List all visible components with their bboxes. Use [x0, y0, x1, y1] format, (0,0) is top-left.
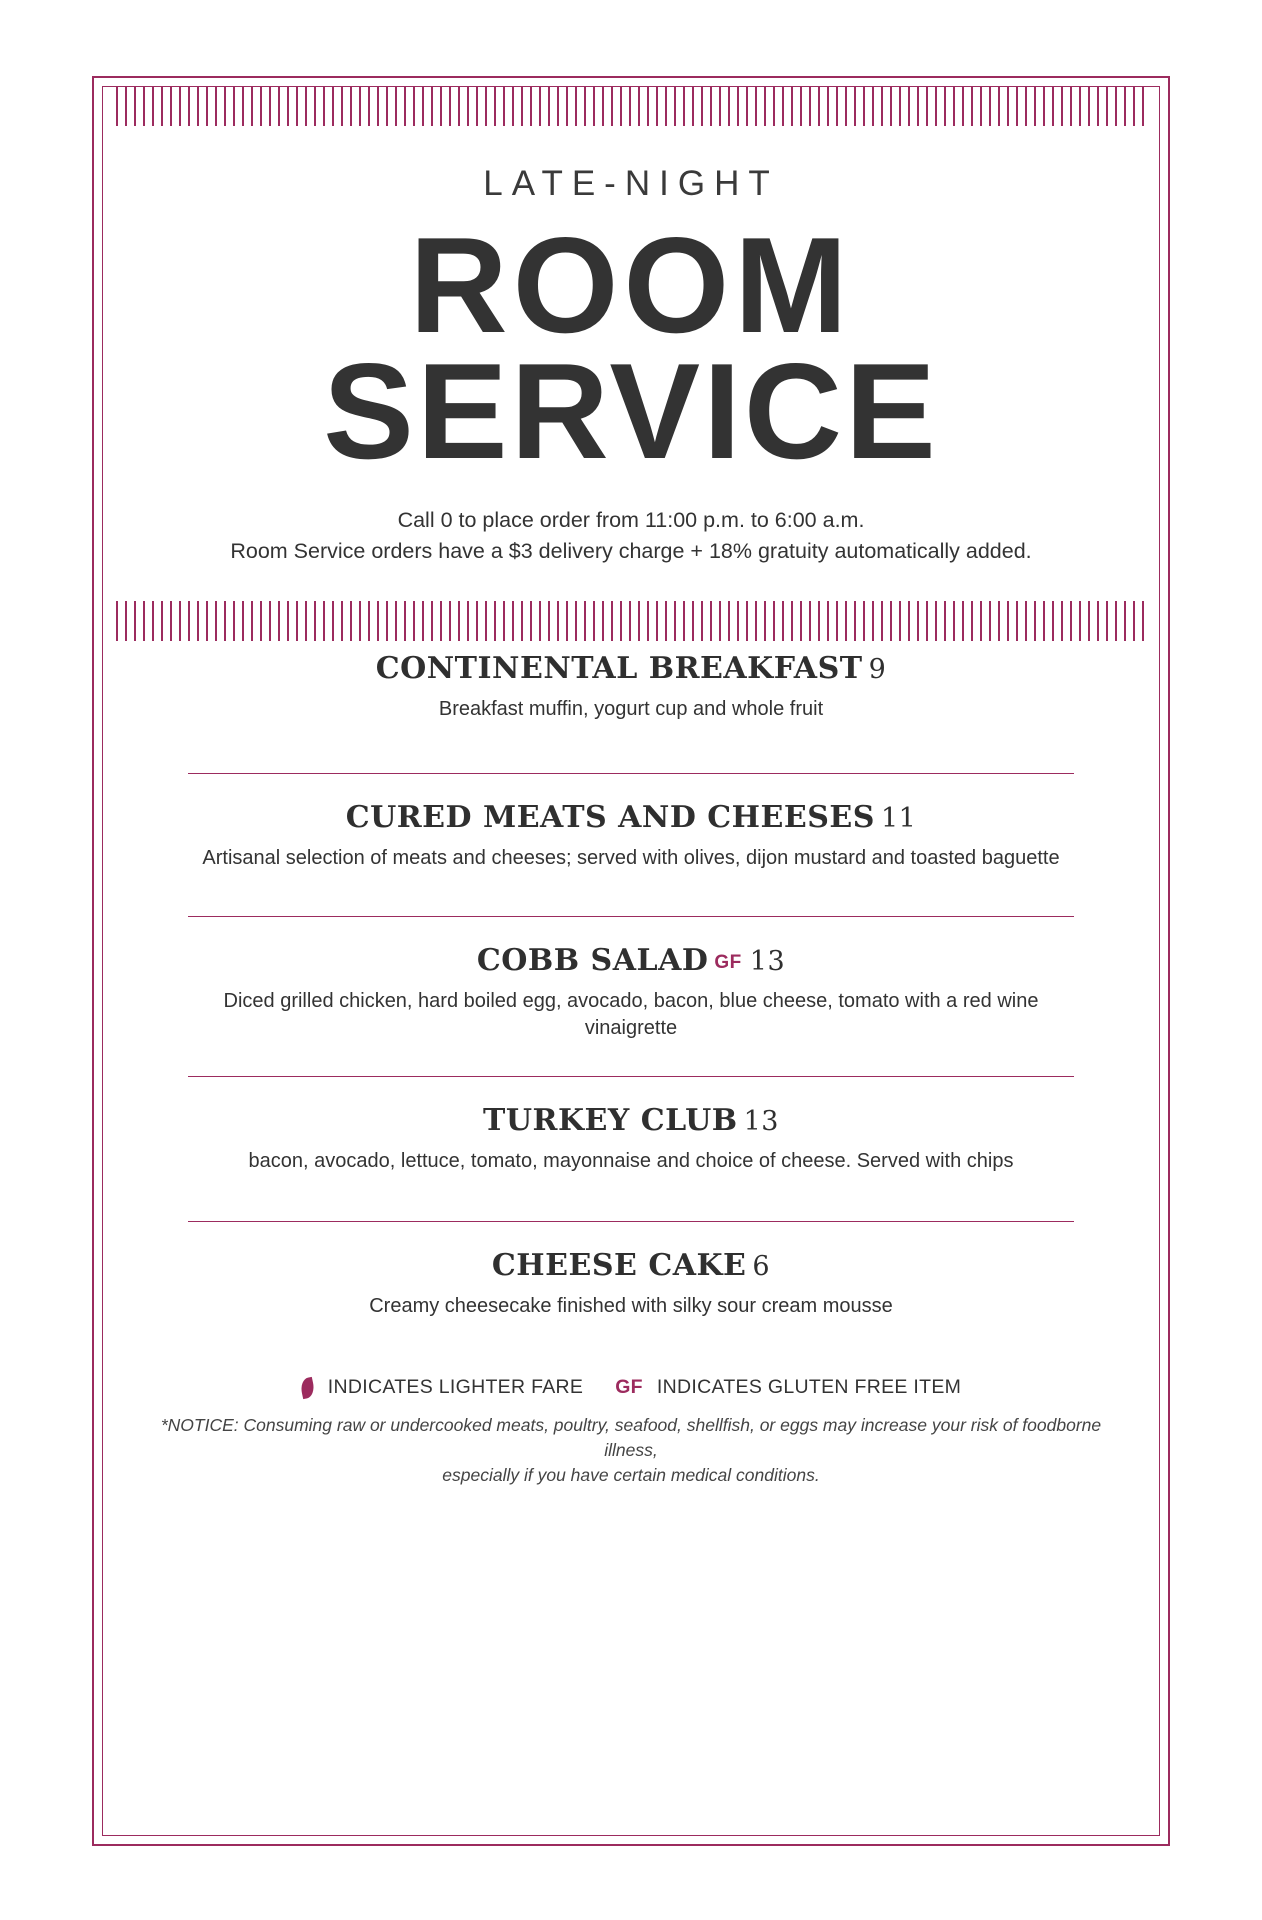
kicker-text: LATE-NIGHT — [483, 164, 779, 203]
menu-item-price: 6 — [752, 1251, 771, 1283]
menu-item-description: Diced grilled chicken, hard boiled egg, avocado, bacon, blue cheese, tomato with a red wine vinaigrette — [223, 990, 1039, 1040]
header-subtext — [102, 505, 1160, 567]
menu-item — [168, 1103, 1094, 1175]
lighter-fare-label: INDICATES LIGHTER FARE — [327, 1376, 584, 1399]
gluten-free-icon: GF — [615, 1376, 643, 1399]
menu-item-name: COBB SALAD — [476, 943, 709, 979]
menu-item-description: Breakfast muffin, yogurt cup and whole fruit — [438, 698, 824, 721]
item-divider — [188, 1221, 1074, 1222]
menu-item-name: CONTINENTAL BREAKFAST — [375, 651, 863, 687]
menu-item — [168, 800, 1094, 872]
menu-items-list — [102, 651, 1160, 1320]
menu-item-description: Artisanal selection of meats and cheeses; served with olives, dijon mustard and toasted baguette — [202, 847, 1060, 870]
menu-item-name: CURED MEATS AND CHEESES — [345, 800, 875, 836]
tick-rule-bottom-wrap — [102, 601, 1160, 641]
gluten-free-badge: GF — [714, 952, 742, 974]
menu-item-title — [168, 651, 1094, 687]
menu-item — [168, 943, 1094, 1042]
menu-item-title — [168, 1248, 1094, 1284]
menu-item-price: 9 — [868, 654, 887, 686]
menu-item-title — [168, 943, 1094, 979]
legend — [142, 1376, 1120, 1399]
menu-item-name: CHEESE CAKE — [491, 1248, 747, 1284]
gluten-free-label: INDICATES GLUTEN FREE ITEM — [656, 1376, 962, 1399]
delivery-charge-text: Room Service orders have a $3 delivery charge + 18% gratuity automatically added. — [230, 539, 1032, 564]
allergen-notice — [142, 1413, 1120, 1488]
menu-item-title — [168, 1103, 1094, 1139]
menu-footer — [102, 1376, 1160, 1488]
page-title — [102, 209, 1160, 488]
title-line-2: SERVICE — [323, 335, 939, 488]
menu-item-price: 11 — [880, 803, 917, 835]
menu-item — [168, 651, 1094, 723]
tick-rule-bottom — [116, 601, 1146, 641]
menu-item-price: 13 — [743, 1106, 779, 1138]
menu-item-description: bacon, avocado, lettuce, tomato, mayonnaise and choice of cheese. Served with chips — [248, 1150, 1014, 1173]
tick-rule-top — [116, 86, 1146, 126]
menu-content — [102, 86, 1160, 1836]
item-divider — [188, 916, 1074, 917]
menu-item-description: Creamy cheesecake finished with silky sour cream mousse — [369, 1295, 893, 1318]
item-divider — [188, 1076, 1074, 1077]
menu-item-price: 13 — [749, 946, 786, 978]
title-line-1: ROOM — [409, 209, 853, 361]
order-hours-text: Call 0 to place order from 11:00 p.m. to 6:00 a.m. — [397, 507, 865, 532]
leaf-icon — [299, 1377, 316, 1399]
notice-line-2: especially if you have certain medical conditions. — [442, 1464, 820, 1485]
menu-item — [168, 1248, 1094, 1320]
menu-item-title — [168, 800, 1094, 836]
menu-item-name: TURKEY CLUB — [483, 1103, 738, 1139]
menu-header — [102, 164, 1160, 567]
item-divider — [188, 773, 1074, 774]
notice-line-1: *NOTICE: Consuming raw or undercooked meats, poultry, seafood, shellfish, or eggs may increase your risk of foodborne illness, — [160, 1415, 1102, 1461]
